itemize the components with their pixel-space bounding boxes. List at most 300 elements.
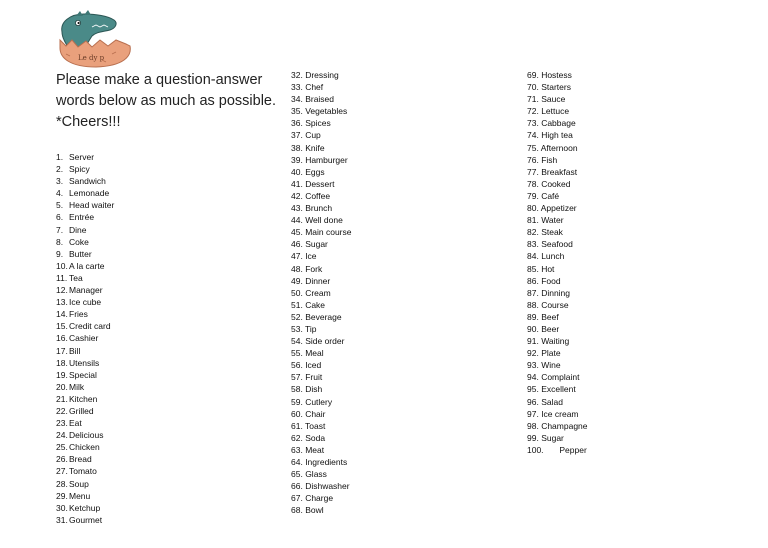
word-list-item bbox=[291, 287, 352, 299]
word-text: Chair bbox=[302, 408, 326, 419]
word-list-item bbox=[56, 151, 114, 163]
word-list-item bbox=[56, 381, 114, 393]
word-number: 97. bbox=[527, 408, 539, 419]
word-number: 65. bbox=[291, 469, 303, 480]
word-number: 52. bbox=[291, 311, 303, 322]
word-list-item bbox=[527, 166, 588, 178]
word-number: 67. bbox=[291, 493, 303, 504]
word-number: 33. bbox=[291, 82, 303, 93]
word-text: Main course bbox=[302, 227, 352, 238]
word-list-item bbox=[527, 371, 588, 383]
word-number: 34. bbox=[291, 94, 303, 105]
word-text: Chicken bbox=[69, 442, 100, 453]
word-list-column-3 bbox=[527, 69, 588, 456]
word-list-item bbox=[527, 105, 588, 117]
word-list-item bbox=[527, 383, 588, 395]
word-text: Breakfast bbox=[538, 166, 578, 177]
word-list-item bbox=[527, 408, 588, 420]
word-text: A la carte bbox=[69, 260, 105, 271]
word-number: 5. bbox=[56, 200, 64, 211]
word-text: Course bbox=[538, 299, 569, 310]
word-text: Utensils bbox=[69, 357, 100, 368]
word-text: Coke bbox=[69, 236, 89, 247]
word-list-item bbox=[291, 214, 352, 226]
word-text: Café bbox=[538, 190, 560, 201]
word-number: 18. bbox=[56, 357, 68, 368]
word-list-item bbox=[291, 323, 352, 335]
word-number: 43. bbox=[291, 203, 303, 214]
word-text: Meat bbox=[302, 444, 325, 455]
word-text: Eggs bbox=[302, 166, 325, 177]
word-number: 74. bbox=[527, 130, 539, 141]
word-text: Credit card bbox=[69, 321, 111, 332]
word-list-item bbox=[291, 432, 352, 444]
word-text: Fish bbox=[538, 154, 558, 165]
word-text: Menu bbox=[69, 490, 91, 501]
word-number: 56. bbox=[291, 360, 303, 371]
word-text: Knife bbox=[302, 142, 325, 153]
word-list-item bbox=[56, 224, 114, 236]
word-list-item bbox=[527, 335, 588, 347]
word-text: Glass bbox=[302, 469, 327, 480]
word-text: Dine bbox=[69, 224, 87, 235]
word-number: 88. bbox=[527, 299, 539, 310]
word-list-item bbox=[56, 490, 114, 502]
word-number: 13. bbox=[56, 297, 68, 308]
word-list-column-1 bbox=[56, 151, 114, 526]
word-number: 19. bbox=[56, 369, 68, 380]
word-number: 63. bbox=[291, 444, 303, 455]
word-text: Milk bbox=[69, 381, 85, 392]
word-list-item bbox=[527, 444, 588, 456]
word-text: Cutlery bbox=[302, 396, 333, 407]
word-number: 81. bbox=[527, 215, 539, 226]
word-text: Braised bbox=[302, 94, 335, 105]
word-list-item bbox=[56, 308, 114, 320]
word-number: 16. bbox=[56, 333, 68, 344]
word-number: 4. bbox=[56, 188, 64, 199]
word-number: 89. bbox=[527, 311, 539, 322]
word-text: Cake bbox=[302, 299, 326, 310]
word-text: Afternoon bbox=[538, 142, 578, 153]
word-number: 62. bbox=[291, 432, 303, 443]
word-number: 54. bbox=[291, 336, 303, 347]
word-number: 28. bbox=[56, 478, 68, 489]
word-text: Water bbox=[538, 215, 564, 226]
word-list-item bbox=[291, 250, 352, 262]
word-list-item bbox=[291, 347, 352, 359]
word-list-item bbox=[56, 514, 114, 526]
word-number: 25. bbox=[56, 442, 68, 453]
word-text: High tea bbox=[538, 130, 573, 141]
word-list-item bbox=[291, 178, 352, 190]
word-text: Sugar bbox=[538, 432, 564, 443]
word-list-item bbox=[291, 456, 352, 468]
word-number: 73. bbox=[527, 118, 539, 129]
word-number: 48. bbox=[291, 263, 303, 274]
word-number: 11. bbox=[56, 272, 68, 283]
word-number: 40. bbox=[291, 166, 303, 177]
word-number: 77. bbox=[527, 166, 539, 177]
word-number: 31. bbox=[56, 514, 68, 525]
word-list-item bbox=[56, 175, 114, 187]
word-list-item bbox=[291, 408, 352, 420]
word-number: 59. bbox=[291, 396, 303, 407]
word-number: 76. bbox=[527, 154, 539, 165]
word-text: Plate bbox=[538, 348, 561, 359]
word-text: Lettuce bbox=[538, 106, 570, 117]
word-list-item bbox=[291, 226, 352, 238]
word-list-item bbox=[527, 154, 588, 166]
word-list-item bbox=[527, 142, 588, 154]
word-number: 1. bbox=[56, 152, 64, 162]
word-list-item bbox=[291, 335, 352, 347]
word-list-item bbox=[56, 248, 114, 260]
word-list-item bbox=[527, 93, 588, 105]
word-number: 82. bbox=[527, 227, 539, 238]
word-list-item bbox=[56, 393, 114, 405]
word-list-item bbox=[291, 142, 352, 154]
word-list-item bbox=[291, 166, 352, 178]
word-text: Iced bbox=[302, 360, 322, 371]
word-list-item bbox=[527, 117, 588, 129]
word-list-item bbox=[291, 238, 352, 250]
word-list-item bbox=[527, 238, 588, 250]
word-number: 42. bbox=[291, 190, 303, 201]
word-text: Complaint bbox=[538, 372, 580, 383]
word-text: Beef bbox=[538, 311, 559, 322]
word-number: 23. bbox=[56, 418, 68, 429]
word-number: 72. bbox=[527, 106, 539, 117]
word-number: 78. bbox=[527, 178, 539, 189]
word-list-item bbox=[56, 369, 114, 381]
word-list-item bbox=[527, 347, 588, 359]
word-list-item bbox=[527, 190, 588, 202]
word-list-item bbox=[291, 480, 352, 492]
word-list-column-2 bbox=[291, 69, 352, 516]
word-number: 29. bbox=[56, 490, 68, 501]
word-list-item bbox=[291, 311, 352, 323]
word-number: 100. bbox=[527, 444, 544, 455]
word-number: 38. bbox=[291, 142, 303, 153]
word-list-item bbox=[291, 263, 352, 275]
word-text: Fruit bbox=[302, 372, 323, 383]
word-list-item bbox=[527, 287, 588, 299]
word-list-item bbox=[527, 263, 588, 275]
word-number: 22. bbox=[56, 405, 68, 416]
word-list-item bbox=[291, 468, 352, 480]
word-list-item bbox=[291, 396, 352, 408]
word-number: 27. bbox=[56, 466, 68, 477]
word-list-item bbox=[56, 417, 114, 429]
word-list-item bbox=[291, 129, 352, 141]
word-list-item bbox=[527, 178, 588, 190]
word-number: 9. bbox=[56, 248, 64, 259]
word-text: Soda bbox=[302, 432, 326, 443]
word-text: Dishwasher bbox=[302, 481, 350, 492]
word-number: 50. bbox=[291, 287, 303, 298]
word-text: Bill bbox=[69, 345, 81, 356]
word-text: Ice bbox=[302, 251, 317, 262]
word-text: Spicy bbox=[69, 164, 90, 175]
word-number: 37. bbox=[291, 130, 303, 141]
word-number: 57. bbox=[291, 372, 303, 383]
word-list-item bbox=[291, 504, 352, 516]
word-text: Dessert bbox=[302, 178, 335, 189]
word-list-item bbox=[56, 345, 114, 357]
word-list-item bbox=[56, 465, 114, 477]
word-text: Butter bbox=[69, 248, 92, 259]
word-text: Manager bbox=[69, 285, 103, 296]
word-number: 30. bbox=[56, 502, 68, 513]
word-text: Lunch bbox=[538, 251, 565, 262]
word-list-item bbox=[527, 299, 588, 311]
word-text: Starters bbox=[538, 82, 571, 93]
instructions: Please make a question-answer words below as much as possible. *Cheers!!! bbox=[56, 72, 277, 130]
word-list-item bbox=[527, 129, 588, 141]
word-number: 7. bbox=[56, 224, 64, 235]
word-text: Fries bbox=[69, 309, 88, 320]
word-text: Cooked bbox=[538, 178, 571, 189]
word-text: Hostess bbox=[538, 70, 572, 80]
word-number: 10. bbox=[56, 260, 68, 271]
word-text: Salad bbox=[538, 396, 563, 407]
word-list-item bbox=[527, 202, 588, 214]
word-list-item bbox=[56, 453, 114, 465]
word-number: 69. bbox=[527, 70, 539, 80]
word-text: Well done bbox=[302, 215, 343, 226]
word-text: Entrée bbox=[69, 212, 95, 223]
word-text: Delicious bbox=[69, 430, 104, 441]
word-text: Wine bbox=[538, 360, 561, 371]
word-number: 61. bbox=[291, 420, 303, 431]
word-number: 2. bbox=[56, 164, 64, 175]
word-list-item bbox=[56, 260, 114, 272]
word-list-item bbox=[527, 323, 588, 335]
word-list-item bbox=[56, 441, 114, 453]
word-list-item bbox=[527, 250, 588, 262]
word-list-item bbox=[291, 299, 352, 311]
word-text: Tip bbox=[302, 323, 317, 334]
word-number: 92. bbox=[527, 348, 539, 359]
word-number: 20. bbox=[56, 381, 68, 392]
word-list-item bbox=[527, 69, 588, 81]
word-number: 45. bbox=[291, 227, 303, 238]
word-list-item bbox=[291, 93, 352, 105]
word-number: 21. bbox=[56, 393, 68, 404]
word-number: 90. bbox=[527, 323, 539, 334]
word-text: Charge bbox=[302, 493, 334, 504]
word-text: Sauce bbox=[538, 94, 566, 105]
word-number: 87. bbox=[527, 287, 539, 298]
word-text: Spices bbox=[302, 118, 331, 129]
word-list-item bbox=[56, 296, 114, 308]
word-list-item bbox=[527, 275, 588, 287]
word-text: Tomato bbox=[69, 466, 97, 477]
word-text: Meal bbox=[302, 348, 324, 359]
word-list-item bbox=[291, 444, 352, 456]
word-text: Tea bbox=[69, 272, 83, 283]
word-text: Waiting bbox=[538, 336, 570, 347]
word-number: 71. bbox=[527, 94, 539, 105]
word-list-item bbox=[291, 202, 352, 214]
word-number: 86. bbox=[527, 275, 539, 286]
word-list-item bbox=[291, 383, 352, 395]
word-text: Bowl bbox=[302, 505, 324, 516]
word-text: Dressing bbox=[302, 70, 339, 80]
word-number: 6. bbox=[56, 212, 64, 223]
word-list-item bbox=[291, 359, 352, 371]
word-text: Cabbage bbox=[538, 118, 576, 129]
word-text: Champagne bbox=[538, 420, 588, 431]
word-text: Side order bbox=[302, 336, 345, 347]
word-list-item bbox=[56, 429, 114, 441]
word-list-item bbox=[56, 211, 114, 223]
word-list-item bbox=[527, 432, 588, 444]
word-number: 96. bbox=[527, 396, 539, 407]
word-text: Appetizer bbox=[538, 203, 577, 214]
word-text: Beer bbox=[538, 323, 560, 334]
word-number: 95. bbox=[527, 384, 539, 395]
word-list-item bbox=[291, 275, 352, 287]
word-text: Kitchen bbox=[69, 393, 98, 404]
word-number: 47. bbox=[291, 251, 303, 262]
word-list-item bbox=[527, 81, 588, 93]
word-text: Ice cream bbox=[538, 408, 579, 419]
word-number: 55. bbox=[291, 348, 303, 359]
word-text: Ice cube bbox=[69, 297, 102, 308]
word-text: Steak bbox=[538, 227, 563, 238]
word-text: Cup bbox=[302, 130, 321, 141]
word-number: 32. bbox=[291, 70, 303, 80]
word-text: Hamburger bbox=[302, 154, 348, 165]
word-text: Beverage bbox=[302, 311, 342, 322]
word-number: 39. bbox=[291, 154, 303, 165]
word-number: 26. bbox=[56, 454, 68, 465]
word-text: Special bbox=[69, 369, 97, 380]
word-number: 46. bbox=[291, 239, 303, 250]
word-list-item bbox=[291, 492, 352, 504]
word-number: 84. bbox=[527, 251, 539, 262]
word-number: 64. bbox=[291, 457, 303, 467]
word-list-item bbox=[56, 272, 114, 284]
word-number: 60. bbox=[291, 408, 303, 419]
word-list-item bbox=[56, 478, 114, 490]
word-text: Sandwich bbox=[69, 176, 106, 187]
word-list-item bbox=[291, 420, 352, 432]
word-number: 66. bbox=[291, 481, 303, 492]
word-list-item bbox=[527, 396, 588, 408]
word-list-item bbox=[56, 187, 114, 199]
word-list-item bbox=[527, 214, 588, 226]
word-text: Dinner bbox=[302, 275, 331, 286]
word-text: Eat bbox=[69, 418, 82, 429]
word-number: 35. bbox=[291, 106, 303, 117]
word-list-item bbox=[527, 311, 588, 323]
word-text: Server bbox=[69, 152, 95, 162]
word-text: Dinning bbox=[538, 287, 571, 298]
word-number: 75. bbox=[527, 142, 539, 153]
word-list-item bbox=[291, 371, 352, 383]
word-number: 14. bbox=[56, 309, 68, 320]
word-list-item bbox=[291, 105, 352, 117]
word-text: Seafood bbox=[538, 239, 573, 250]
word-text: Brunch bbox=[302, 203, 333, 214]
word-text: Gourmet bbox=[69, 514, 103, 525]
word-text: Ketchup bbox=[69, 502, 101, 513]
word-number: 70. bbox=[527, 82, 539, 93]
word-list-item bbox=[56, 236, 114, 248]
word-list-item bbox=[56, 284, 114, 296]
word-text: Excellent bbox=[538, 384, 576, 395]
word-number: 83. bbox=[527, 239, 539, 250]
word-list-item bbox=[291, 154, 352, 166]
word-number: 15. bbox=[56, 321, 68, 332]
word-number: 80. bbox=[527, 203, 539, 214]
word-list-item bbox=[56, 320, 114, 332]
word-list-item bbox=[291, 81, 352, 93]
word-text: Coffee bbox=[302, 190, 331, 201]
word-number: 24. bbox=[56, 430, 68, 441]
word-text: Dish bbox=[302, 384, 323, 395]
word-number: 17. bbox=[56, 345, 68, 356]
word-text: Chef bbox=[302, 82, 324, 93]
logo-text: Le dy p bbox=[78, 54, 105, 62]
word-list-item bbox=[527, 420, 588, 432]
word-number: 93. bbox=[527, 360, 539, 371]
word-text: Ingredients bbox=[302, 457, 348, 467]
word-text: Toast bbox=[302, 420, 326, 431]
word-text: Fork bbox=[302, 263, 323, 274]
word-number: 8. bbox=[56, 236, 64, 247]
word-list-item bbox=[56, 502, 114, 514]
word-list-item bbox=[291, 69, 352, 81]
word-list-item bbox=[291, 190, 352, 202]
word-list-item bbox=[56, 199, 114, 211]
word-number: 98. bbox=[527, 420, 539, 431]
word-text: Bread bbox=[69, 454, 92, 465]
word-number: 44. bbox=[291, 215, 303, 226]
word-text: Cashier bbox=[69, 333, 99, 344]
word-number: 41. bbox=[291, 178, 303, 189]
word-number: 91. bbox=[527, 336, 539, 347]
word-list-item bbox=[527, 359, 588, 371]
word-text: Grilled bbox=[69, 405, 94, 416]
word-list-item bbox=[56, 163, 114, 175]
word-number: 68. bbox=[291, 505, 303, 516]
word-list-item bbox=[527, 226, 588, 238]
word-text: Pepper bbox=[557, 444, 587, 455]
word-number: 36. bbox=[291, 118, 303, 129]
word-text: Soup bbox=[69, 478, 89, 489]
word-text: Sugar bbox=[302, 239, 328, 250]
word-text: Food bbox=[538, 275, 561, 286]
word-text: Hot bbox=[538, 263, 555, 274]
word-number: 12. bbox=[56, 285, 68, 296]
word-number: 3. bbox=[56, 176, 64, 187]
word-text: Vegetables bbox=[302, 106, 348, 117]
word-list-item bbox=[56, 405, 114, 417]
word-list-item bbox=[291, 117, 352, 129]
word-number: 58. bbox=[291, 384, 303, 395]
word-text: Head waiter bbox=[69, 200, 115, 211]
word-list-item bbox=[56, 332, 114, 344]
word-number: 85. bbox=[527, 263, 539, 274]
word-number: 94. bbox=[527, 372, 539, 383]
word-list-item bbox=[56, 357, 114, 369]
word-text: Lemonade bbox=[69, 188, 110, 199]
word-number: 99. bbox=[527, 432, 539, 443]
